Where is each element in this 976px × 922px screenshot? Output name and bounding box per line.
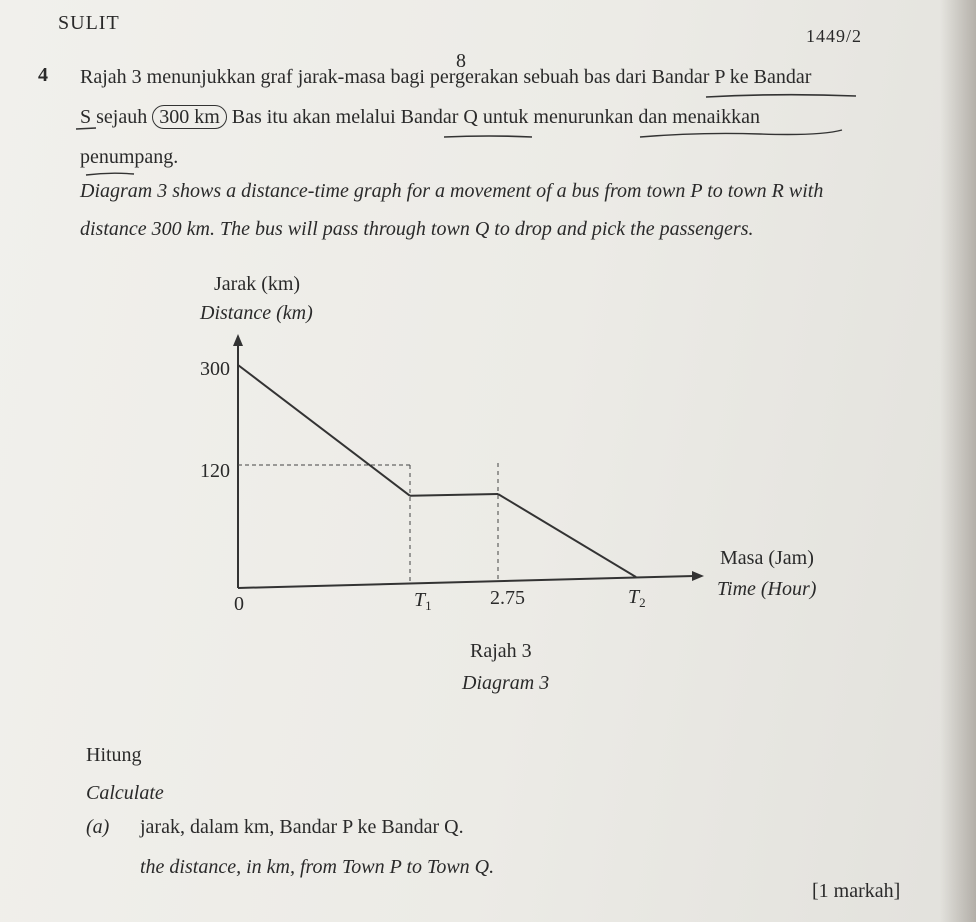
x-tick-2-75: 2.75 — [490, 587, 525, 609]
marks-label: [1 markah] — [812, 880, 901, 902]
instruction-malay: Hitung — [86, 744, 142, 766]
y-axis-arrow — [233, 334, 243, 346]
question-malay-line2-end: Bas itu akan melalui Bandar Q untuk menurunkan dan menaikkan — [231, 106, 760, 128]
y-tick-300: 300 — [200, 358, 230, 380]
x-axis-label-malay: Masa (Jam) — [720, 547, 814, 569]
y-axis-label-malay: Jarak (km) — [214, 273, 301, 295]
segment-journey-to-q — [238, 365, 410, 496]
x-axis — [238, 576, 694, 588]
part-a-malay: jarak, dalam km, Bandar P ke Bandar Q. — [140, 816, 464, 838]
page-number: 8 — [456, 50, 466, 72]
y-tick-120: 120 — [200, 460, 230, 482]
caption-malay: Rajah 3 — [470, 640, 532, 662]
x-tick-t2: $T_2$ — [628, 586, 646, 610]
question-english-line1: Diagram 3 shows a distance-time graph for a movement of a bus from town P to town R with — [80, 180, 824, 202]
part-label: (a) — [86, 816, 110, 838]
question-malay-line3: penumpang. — [80, 146, 179, 168]
caption-english: Diagram 3 — [462, 672, 550, 694]
distance-time-graph — [0, 320, 976, 620]
x-axis-arrow — [692, 571, 704, 581]
y-axis-label-english: Distance (km) — [200, 302, 313, 324]
segment-journey-from-q — [498, 494, 636, 577]
part-a-english: the distance, in km, from Town P to Town Q. — [140, 856, 495, 878]
header-sulit: SULIT — [58, 12, 120, 34]
circled-distance: 300 km — [152, 105, 227, 129]
question-malay-line1: Rajah 3 menunjukkan graf jarak-masa bagi pergerakan sebuah bas dari Bandar P ke Bandar — [80, 66, 812, 88]
header-code: 1449/2 — [806, 26, 863, 46]
instruction-english: Calculate — [86, 782, 164, 804]
question-number: 4 — [38, 64, 48, 86]
x-tick-t1: $T_1$ — [414, 589, 432, 613]
question-english-line2: distance 300 km. The bus will pass through town Q to drop and pick the passengers. — [80, 218, 754, 240]
segment-stop-at-q — [410, 494, 498, 496]
pen-underlines — [0, 0, 976, 240]
origin-label: 0 — [234, 593, 244, 615]
x-axis-label-english: Time (Hour) — [717, 578, 817, 600]
question-malay-line2-start: S sejauh — [80, 106, 148, 128]
